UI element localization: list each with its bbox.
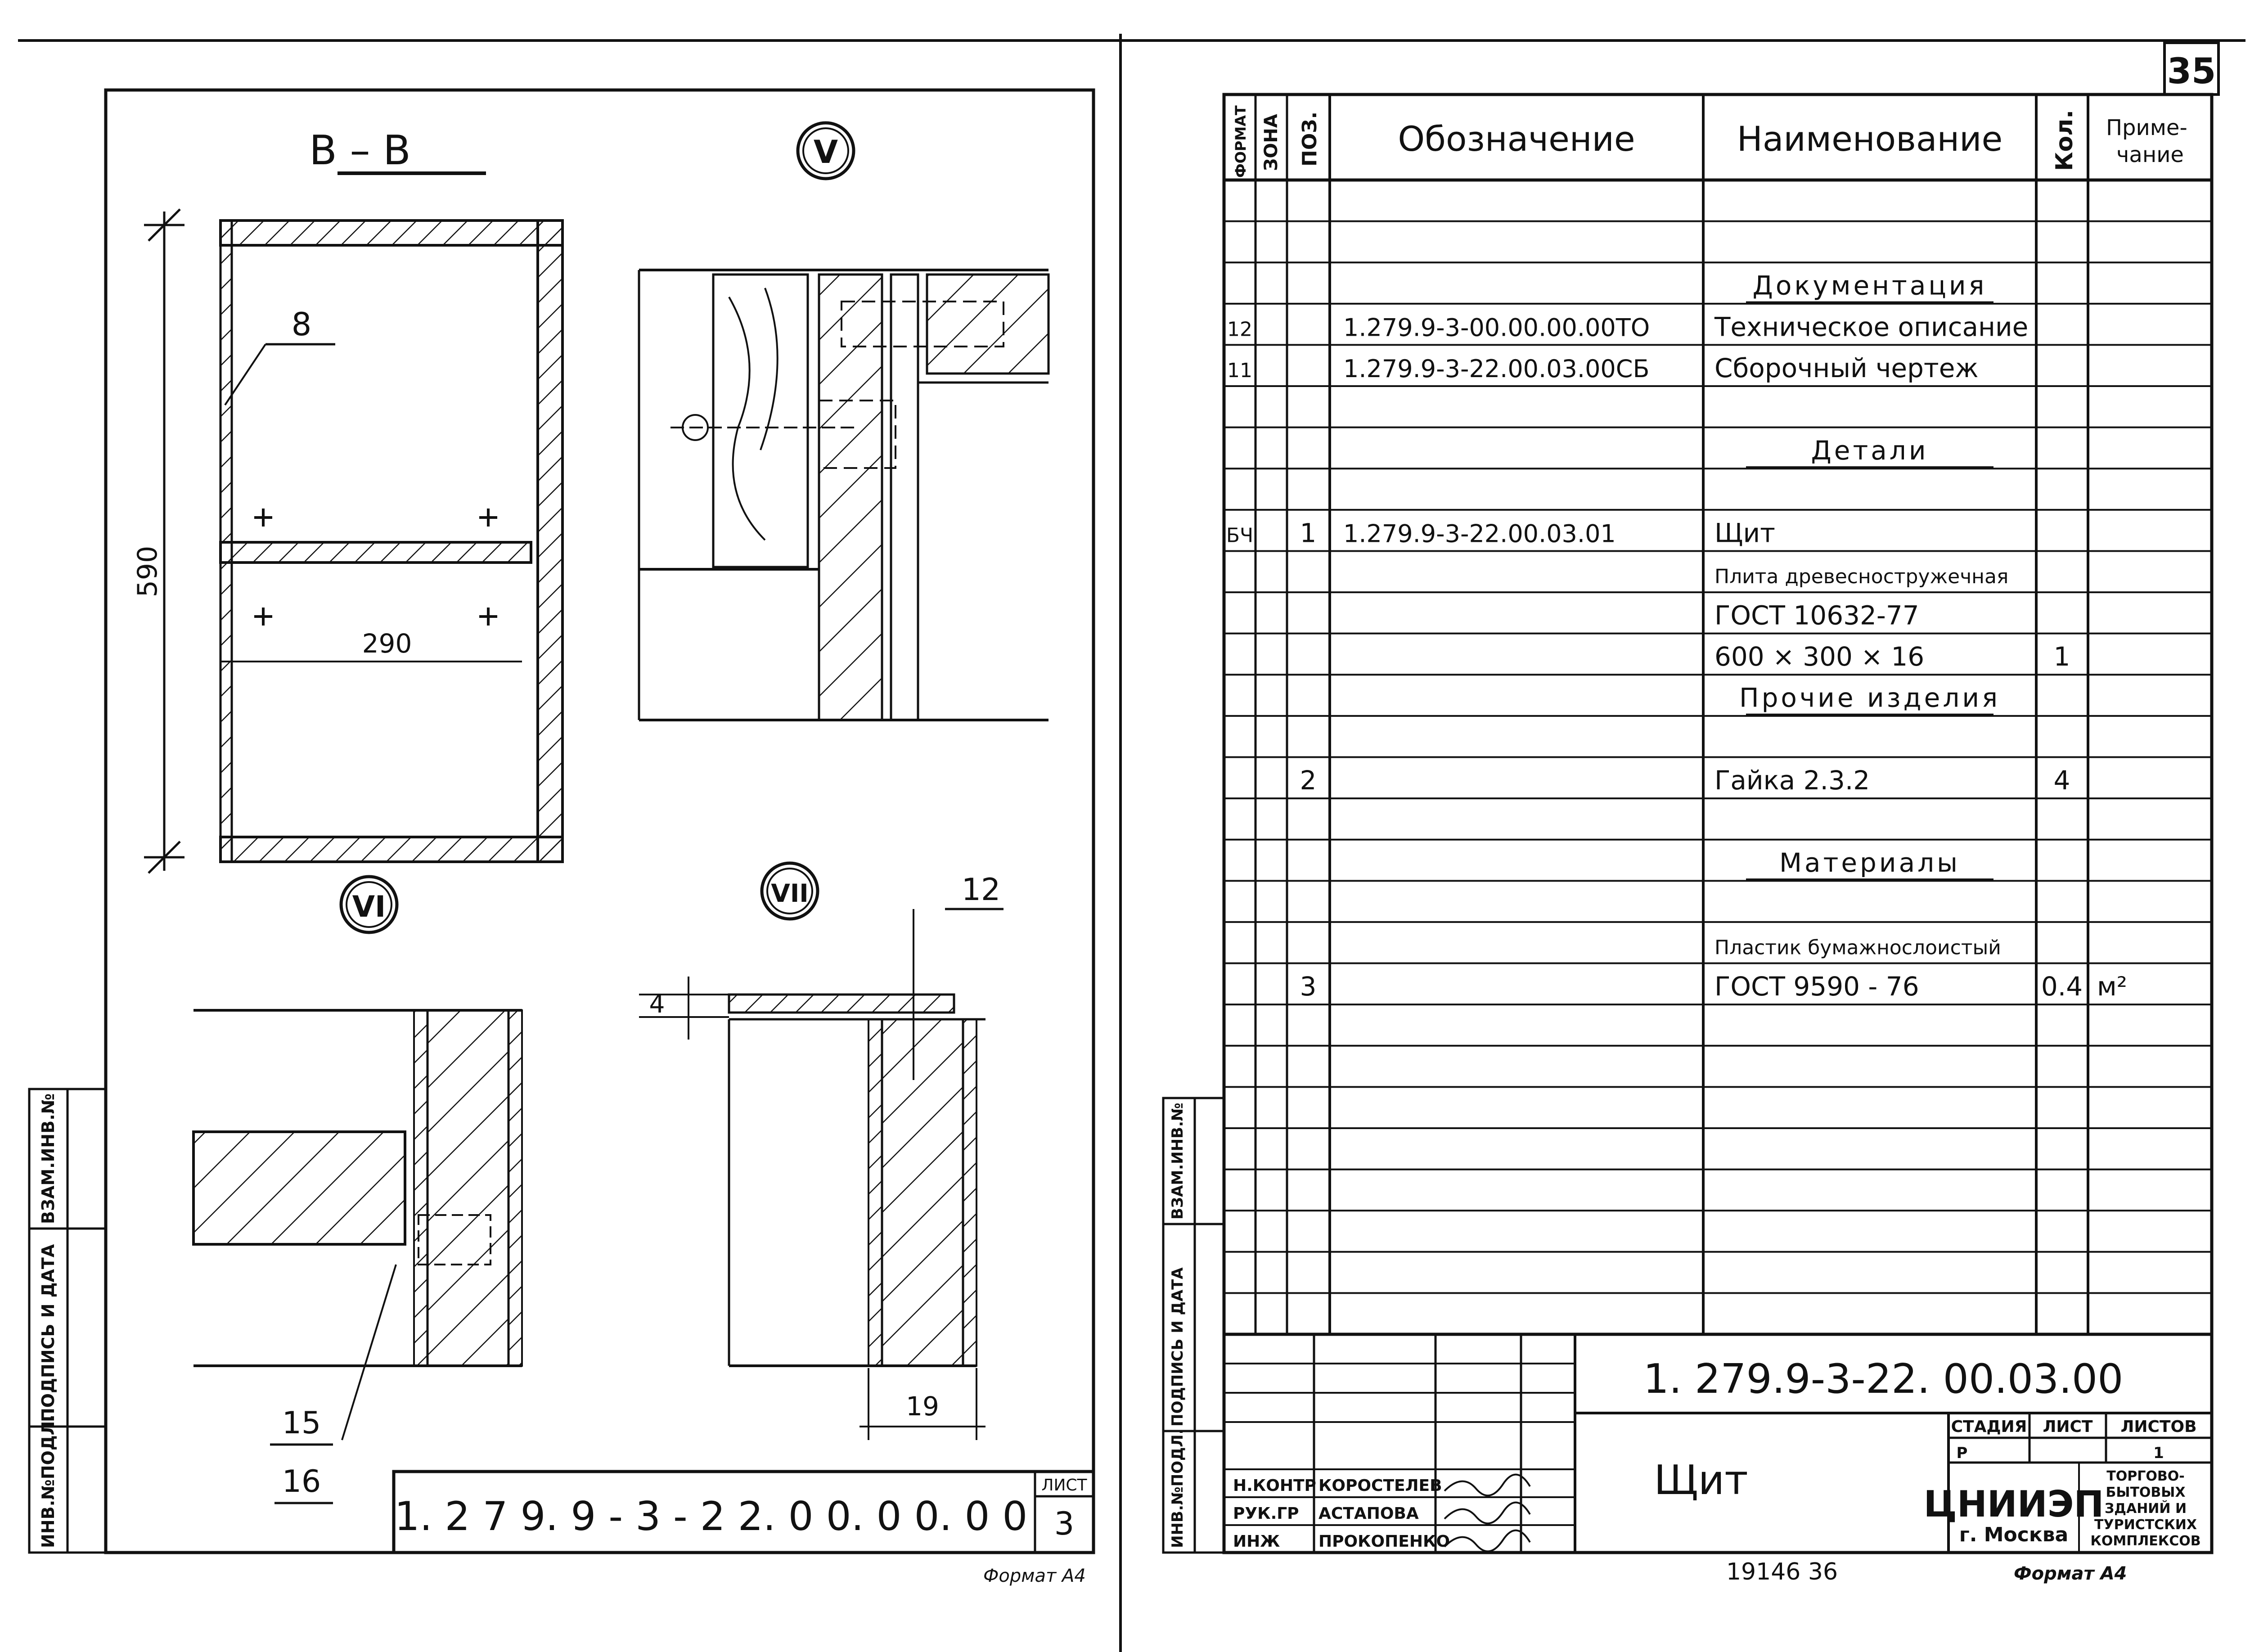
right-stamp-sign: ПОДПИСЬ И ДАТА (1169, 1267, 1187, 1427)
row-qty: 0.4 (2041, 971, 2083, 1002)
left-sheet-label: ЛИСТ (1041, 1476, 1087, 1494)
section-b-b (132, 127, 562, 873)
signature-mark (1444, 1503, 1530, 1524)
row-name: ГОСТ 10632-77 (1714, 600, 1919, 631)
row-format: 11 (1227, 359, 1252, 382)
table-row (1227, 353, 1979, 383)
header-pos: ПОЗ. (1298, 111, 1321, 167)
callout-v-label: V (813, 134, 838, 171)
org-city: г. Москва (1959, 1523, 2069, 1546)
signature-role: Н.КОНТР (1233, 1476, 1316, 1495)
item-name: Щит (1654, 1457, 1748, 1504)
right-sheet (1163, 43, 2218, 1585)
table-row (1714, 936, 2001, 959)
footer-number: 19146 36 (1726, 1558, 1838, 1585)
row-qty: 1 (2053, 641, 2070, 672)
table-row (1746, 270, 1994, 303)
right-stamp-inv: ИНВ.№ПОДЛ. (1169, 1428, 1187, 1548)
row-name: Материалы (1779, 847, 1960, 878)
sheets-value: 1 (2153, 1444, 2164, 1462)
header-zone: ЗОНА (1261, 114, 1282, 171)
leader-8: 8 (291, 306, 312, 343)
header-designation: Обозначение (1398, 119, 1635, 159)
page-number: 35 (2167, 51, 2216, 92)
left-format: Формат А4 (983, 1566, 1086, 1586)
leader-12: 12 (961, 872, 1001, 908)
dim-width: 290 (362, 628, 412, 659)
row-format: БЧ (1226, 524, 1254, 547)
left-title-block (394, 1472, 1094, 1586)
left-stamp-inv: ИНВ.№ПОДЛ. (38, 1414, 58, 1548)
table-row (1300, 971, 2127, 1002)
dim-19: 19 (906, 1391, 939, 1422)
table-row (1746, 847, 1994, 880)
header-name: Наименование (1737, 119, 2003, 159)
spec-table (1224, 95, 2212, 1334)
stage-value: Р (1956, 1444, 1968, 1462)
row-name: Детали (1811, 435, 1929, 466)
row-pos: 1 (1300, 518, 1317, 549)
left-stamp-replace: ВЗАМ.ИНВ.№ (38, 1093, 58, 1224)
row-designation: 1.279.9-3-22.00.03.00СБ (1343, 354, 1650, 383)
header-note (2106, 115, 2194, 167)
org-name: ЦНИИЭП (1923, 1483, 2104, 1525)
row-name: 600 × 300 × 16 (1714, 641, 1925, 672)
sheets-label: ЛИСТОВ (2120, 1418, 2197, 1436)
org-full-line: КОМПЛЕКСОВ (2090, 1533, 2201, 1549)
row-name: ГОСТ 9590 - 76 (1714, 971, 1919, 1002)
section-label: В – В (309, 127, 411, 174)
table-row (1739, 683, 2000, 715)
right-format: Формат А4 (2014, 1563, 2127, 1584)
doc-code: 1. 279.9-3-22. 00.03.00 (1643, 1355, 2124, 1403)
dim-thickness: 4 (649, 990, 665, 1018)
header-format: ФОРМАТ (1232, 105, 1249, 178)
row-name: Прочие изделия (1739, 682, 2000, 713)
row-name: Документация (1752, 270, 1987, 301)
row-pos: 3 (1300, 971, 1317, 1002)
table-row (1714, 565, 2008, 588)
row-designation: 1.279.9-3-22.00.03.01 (1343, 519, 1616, 548)
signature-mark (1444, 1530, 1530, 1552)
right-side-stamp (1163, 1098, 1224, 1553)
header-note-line: Приме- (2106, 115, 2187, 140)
detail-vii (639, 863, 1004, 1440)
signature-role: РУК.ГР (1233, 1504, 1299, 1523)
signature-name: ПРОКОПЕНКО (1318, 1532, 1450, 1551)
leader-16: 16 (282, 1464, 321, 1499)
table-row (1227, 311, 2028, 342)
row-name: Гайка 2.3.2 (1714, 765, 1870, 796)
detail-v (639, 123, 1048, 720)
header-qty: Кол. (2051, 109, 2078, 171)
row-pos: 2 (1300, 765, 1317, 796)
left-sheet-number: 3 (1054, 1505, 1075, 1542)
detail-vi (194, 877, 522, 1503)
row-name: Техническое описание (1714, 311, 2029, 342)
org-full-line: ЗДАНИЙ И (2104, 1501, 2187, 1517)
callout-vi-label: VI (352, 890, 386, 924)
right-title-block (1224, 1334, 2212, 1585)
org-full-line: ТОРГОВО- (2106, 1468, 2185, 1484)
row-qty: 4 (2053, 765, 2070, 796)
right-stamp-replace: ВЗАМ.ИНВ.№ (1169, 1103, 1187, 1220)
row-name: Щит (1714, 518, 1775, 549)
row-designation: 1.279.9-3-00.00.00.00ТО (1343, 313, 1650, 342)
signature-name: АСТАПОВА (1318, 1504, 1419, 1523)
row-note: м² (2097, 971, 2128, 1002)
left-side-stamp (29, 1089, 106, 1553)
left-title-code: 1. 2 7 9. 9 - 3 - 2 2. 0 0. 0 0. 0 0 (394, 1493, 1028, 1539)
left-sheet (29, 90, 1094, 1586)
signature-role: ИНЖ (1233, 1532, 1280, 1551)
dim-height: 590 (132, 545, 163, 598)
table-row (1300, 765, 2070, 796)
org-full-line: БЫТОВЫХ (2106, 1485, 2186, 1500)
signature-name: КОРОСТЕЛЕВ (1318, 1476, 1442, 1495)
callout-vii-label: VII (771, 879, 809, 908)
header-note-line: чание (2116, 142, 2184, 167)
row-name: Плита древесностружечная (1714, 565, 2009, 588)
row-name: Пластик бумажнослоистый (1714, 936, 2001, 959)
left-stamp-sign: ПОДПИСЬ И ДАТА (38, 1244, 58, 1422)
table-row (1226, 518, 1775, 548)
table-row (1746, 435, 1994, 468)
org-full-line: ТУРИСТСКИХ (2094, 1517, 2197, 1533)
leader-15: 15 (282, 1405, 321, 1441)
stage-label: СТАДИЯ (1951, 1418, 2027, 1436)
row-name: Сборочный чертеж (1714, 352, 1979, 383)
sheet-label: ЛИСТ (2043, 1418, 2093, 1436)
signature-mark (1444, 1475, 1530, 1496)
table-row (1714, 600, 1919, 631)
row-format: 12 (1227, 318, 1252, 341)
table-row (1714, 641, 2070, 672)
